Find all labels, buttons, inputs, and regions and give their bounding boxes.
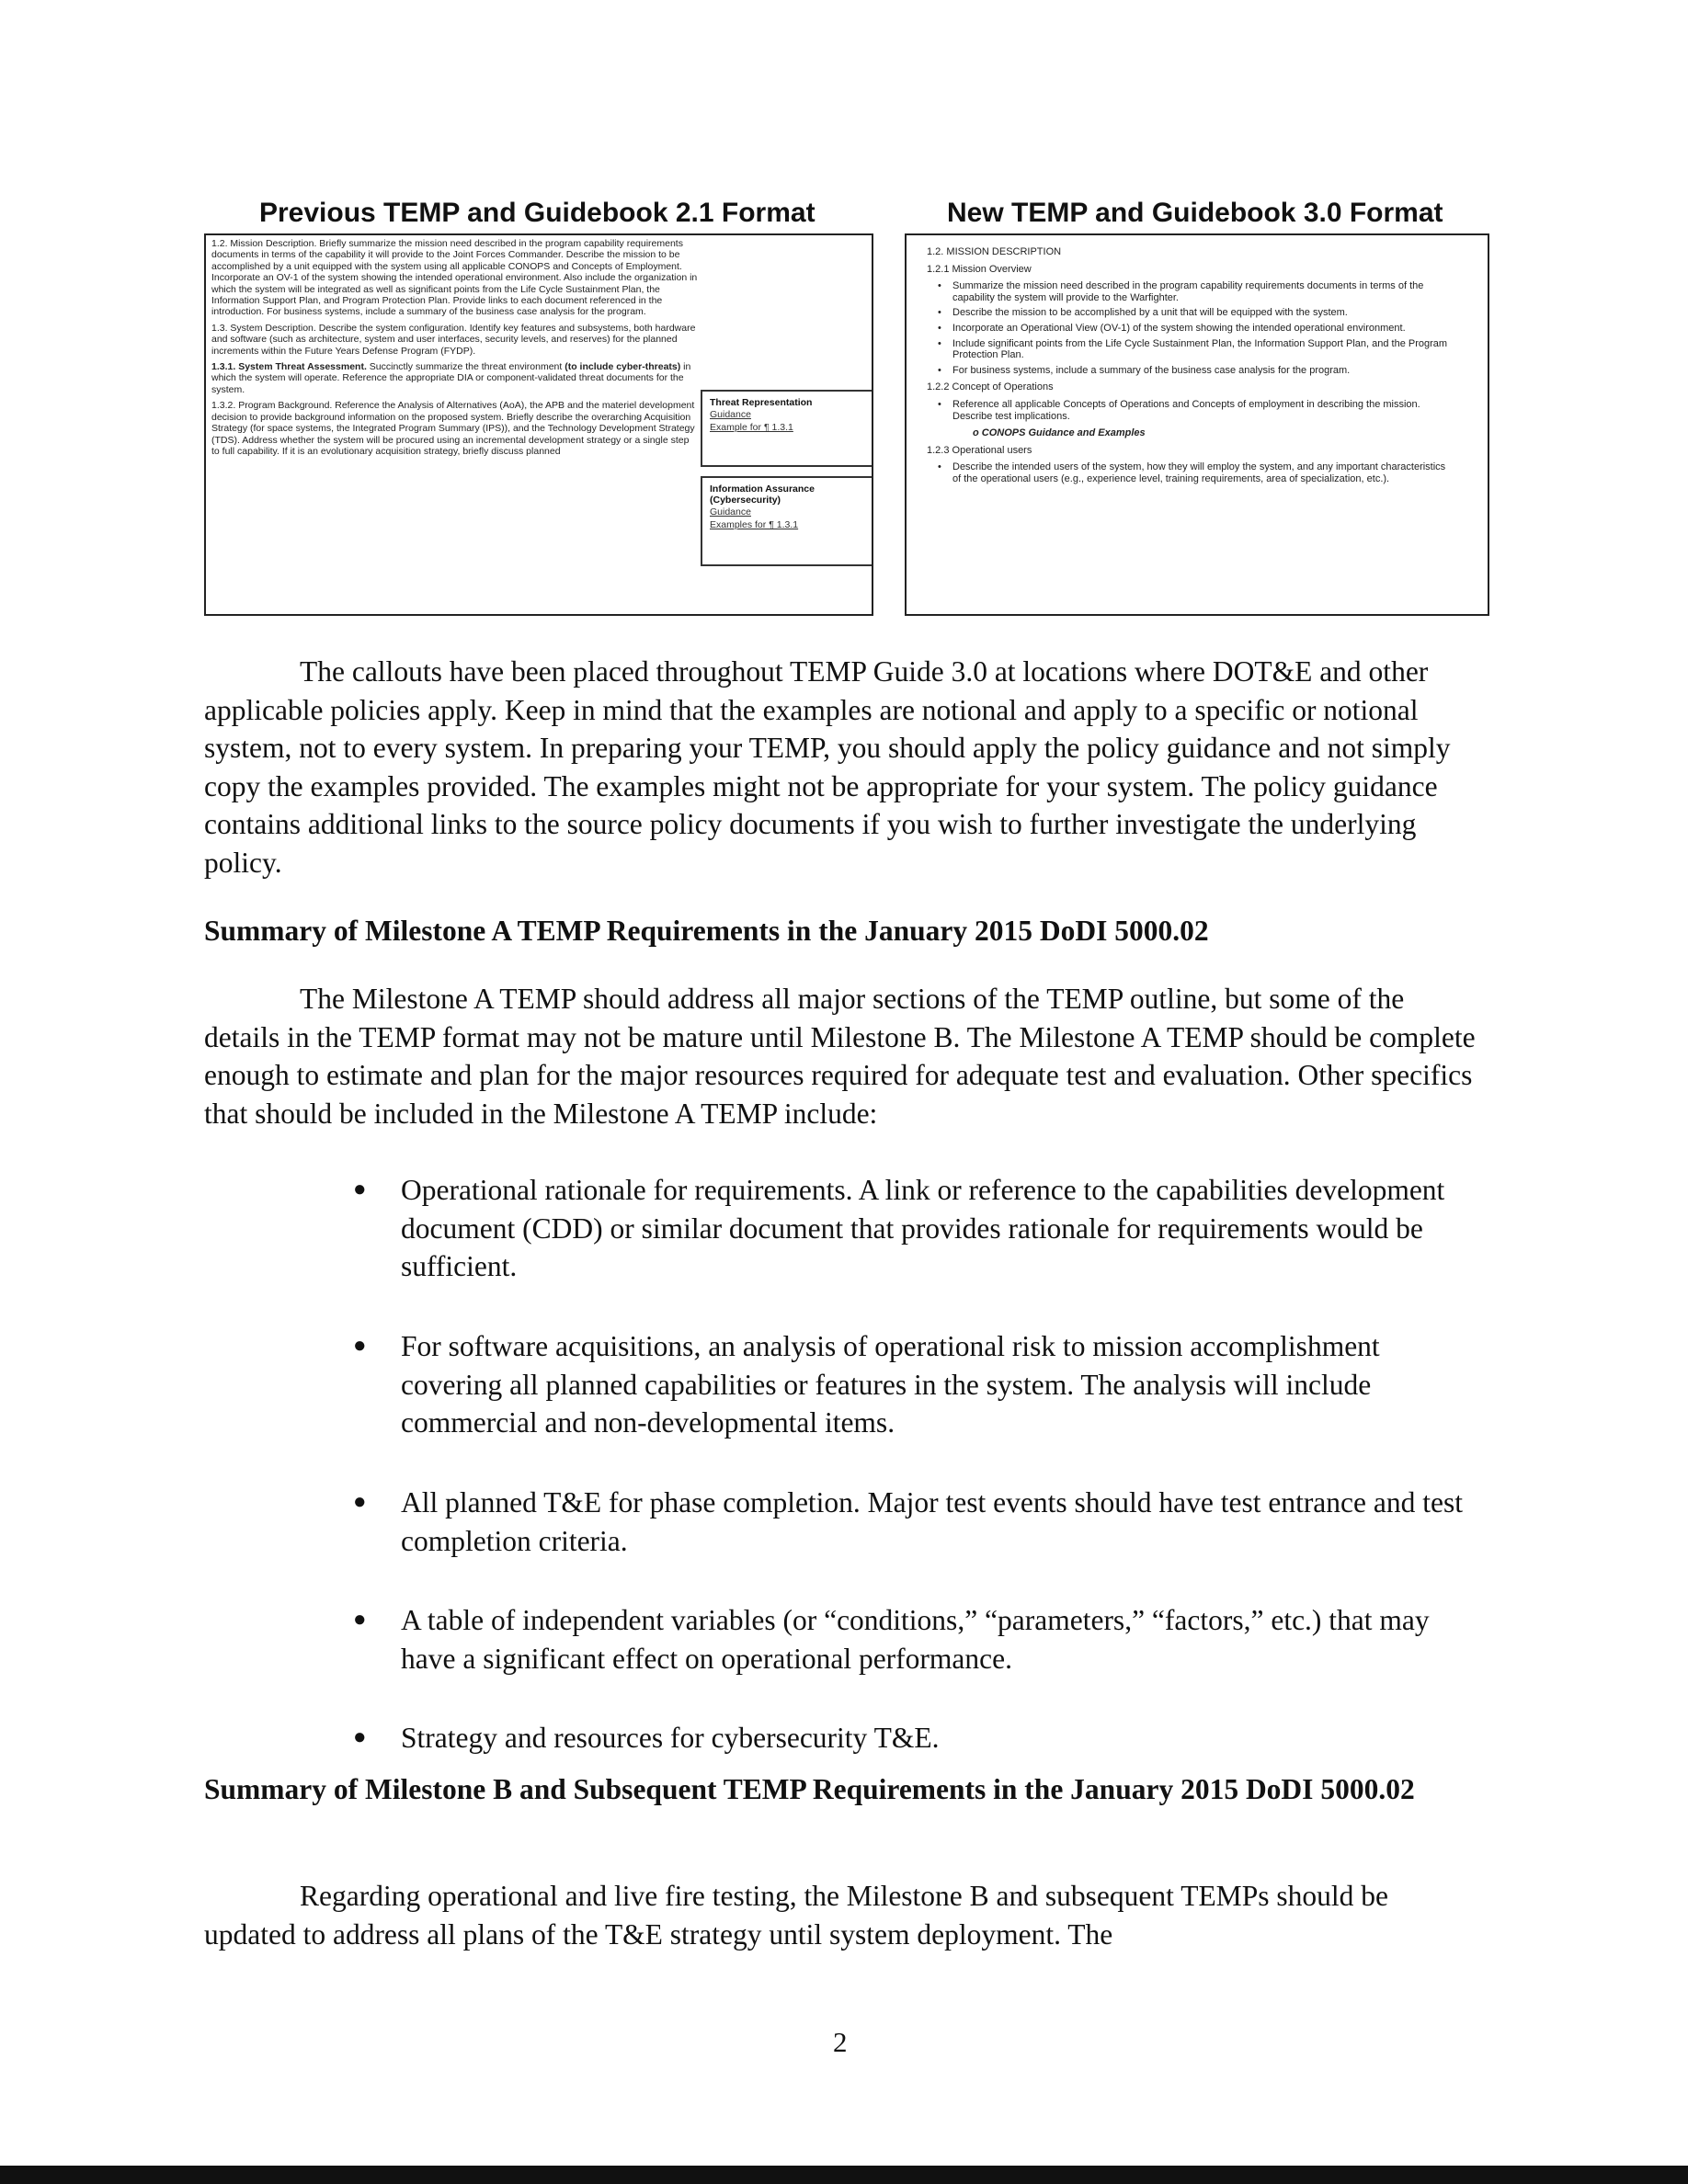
bullet-text: A table of independent variables (or “conditions,” “parameters,” “factors,” etc.) that may have a significant effect on operational performance. <box>401 1604 1430 1675</box>
threat-text-bold: (to include cyber-threats) <box>565 361 681 373</box>
section-heading-operational-users: 1.2.3 Operational users <box>927 444 1032 456</box>
threat-text-b: in which the system will operate. Reference the appropriate DIA or component-validated threat documents for the system. <box>211 361 691 395</box>
left-figure-title: Previous TEMP and Guidebook 2.1 Format <box>259 198 815 228</box>
bullet-icon: ● <box>353 1177 367 1201</box>
milestone-b-heading: Summary of Milestone B and Subsequent TEMP Requirements in the January 2015 DoDI 5000.02 <box>204 1773 1415 1805</box>
left-panel-para-background: 1.3.2. Program Background. Reference the Analysis of Alternatives (AoA), the APB and the materiel development decision to provide background information on the proposed system. Briefly describe the overarching Acquisition Strategy (for space systems, the Integrated Program Summary (IPS)), and the Technology Development Strategy (TDS). Address whether the system will be procured using an incremental development strategy or a single step to full capability. If it is an evolutionary acquisition strategy, briefly discuss planned <box>211 400 695 457</box>
list-item <box>353 1601 1486 1719</box>
milestone-a-heading: Summary of Milestone A TEMP Requirements in the January 2015 DoDI 5000.02 <box>204 915 1209 947</box>
section-heading-concept-of-operations: 1.2.2 Concept of Operations <box>927 381 1054 393</box>
users-list <box>927 461 1455 484</box>
scan-bottom-edge <box>0 2166 1688 2184</box>
page-number: 2 <box>833 2026 848 2058</box>
left-panel-para-mission: 1.2. Mission Description. Briefly summarize the mission need described in the program capability requirements documents in terms of the capability it will provide to the Joint Forces Commander. Describe the mission to be accomplished by a unit equipped with the system using all applicable CONOPS and Concepts of Employment. Incorporate an OV-1 of the system showing the intended operational environment. Also include the organization in which the system will be integrated as well as significant points from the Life Cycle Sustainment Plan, the Information Support Plan, and Program Protection Plan. Provide links to each document referenced in the introduction. For business systems, include a summary of the business case analysis for the program. <box>211 238 698 318</box>
list-item: • For business systems, include a summary of the business case analysis for the program. <box>952 365 1455 377</box>
callout-guidance-link[interactable]: Guidance <box>710 409 751 420</box>
callout-title: Information Assurance (Cybersecurity) <box>710 483 815 506</box>
bullet-icon: ● <box>353 1608 367 1632</box>
left-panel-text <box>211 238 699 461</box>
milestone-a-paragraph: The Milestone A TEMP should address all major sections of the TEMP outline, but some of the details in the TEMP format may not be mature until Milestone B. The Milestone A TEMP should be complete enough to estimate and plan for the major resources required for adequate test and evaluation. Other specifics that should be included in the Milestone A TEMP include: <box>204 983 1476 1130</box>
threat-text-a: Succinctly summarize the threat environment <box>366 361 565 373</box>
bullet-text: All planned T&E for phase completion. Major test events should have test entrance and test completion criteria. <box>401 1486 1463 1557</box>
list-item: • Include significant points from the Life Cycle Sustainment Plan, the Information Support Plan, and the Program Protection Plan. <box>952 338 1455 361</box>
list-item: • Incorporate an Operational View (OV-1) of the system showing the intended operational environment. <box>952 323 1455 335</box>
bullet-text: Strategy and resources for cybersecurity T&E. <box>401 1722 940 1754</box>
left-panel-para-system: 1.3. System Description. Describe the system configuration. Identify key features and subsystems, both hardware and software (such as architecture, system and user interfaces, security levels, and reserves) for the planned increments within the Future Years Defense Program (FYDP). <box>211 322 696 357</box>
list-item <box>353 1719 1486 1774</box>
callout-example-link[interactable]: Example for ¶ 1.3.1 <box>710 422 793 433</box>
previous-format-panel <box>204 233 873 616</box>
list-item <box>353 1171 1486 1327</box>
threat-heading: 1.3.1. System Threat Assessment. <box>211 361 367 373</box>
bullet-text: Operational rationale for requirements. A link or reference to the capabilities development document (CDD) or similar document that provides rationale for requirements would be sufficient. <box>401 1174 1445 1282</box>
mission-overview-list <box>927 280 1455 376</box>
right-figure-title: New TEMP and Guidebook 3.0 Format <box>947 198 1443 228</box>
conops-guidance-link[interactable]: o CONOPS Guidance and Examples <box>973 427 1146 439</box>
bullet-icon: ● <box>353 1490 367 1514</box>
new-format-panel <box>905 233 1489 616</box>
right-panel-text <box>927 246 1455 491</box>
bullet-icon: ● <box>353 1334 367 1358</box>
left-panel-para-threat <box>211 361 699 395</box>
threat-representation-callout <box>701 390 873 467</box>
list-item <box>353 1327 1486 1484</box>
list-item <box>353 1484 1486 1601</box>
list-item: • Summarize the mission need described in the program capability requirements documents in terms of the capability the system will provide to the Warfighter. <box>952 280 1455 303</box>
list-item: • Reference all applicable Concepts of Operations and Concepts of employment in describing the mission. Describe test implications. <box>952 399 1455 422</box>
callout-title: Threat Representation <box>710 397 813 408</box>
list-item: • Describe the intended users of the system, how they will employ the system, and any important characteristics of the operational users (e.g., experience level, training requirements, area of specialization, etc.). <box>952 461 1455 484</box>
milestone-b-paragraph: Regarding operational and live fire testing, the Milestone B and subsequent TEMPs should be updated to address all plans of the T&E strategy until system deployment. The <box>204 1880 1388 1951</box>
callout-guidance-link[interactable]: Guidance <box>710 506 751 518</box>
information-assurance-callout <box>701 476 873 566</box>
bullet-text: For software acquisitions, an analysis of operational risk to mission accomplishment covering all planned capabilities or features in the system. The analysis will include commercial and non-developmental items. <box>401 1330 1380 1439</box>
concept-list <box>927 399 1455 422</box>
bullet-icon: ● <box>353 1725 367 1749</box>
intro-paragraph: The callouts have been placed throughout TEMP Guide 3.0 at locations where DOT&E and other applicable policies apply. Keep in mind that the examples are notional and apply to a specific or notional system, not to every system. In preparing your TEMP, you should apply the policy guidance and not simply copy the examples provided. The examples might not be appropriate for your system. The policy guidance contains additional links to the source policy documents if you wish to further investigate the underlying policy. <box>204 655 1451 879</box>
callout-examples-link[interactable]: Examples for ¶ 1.3.1 <box>710 519 799 530</box>
list-item: • Describe the mission to be accomplished by a unit that will be equipped with the system. <box>952 307 1455 319</box>
section-heading-mission-overview: 1.2.1 Mission Overview <box>927 263 1032 275</box>
milestone-a-bullet-list <box>353 1171 1486 1774</box>
section-heading-mission-description: 1.2. MISSION DESCRIPTION <box>927 246 1062 257</box>
